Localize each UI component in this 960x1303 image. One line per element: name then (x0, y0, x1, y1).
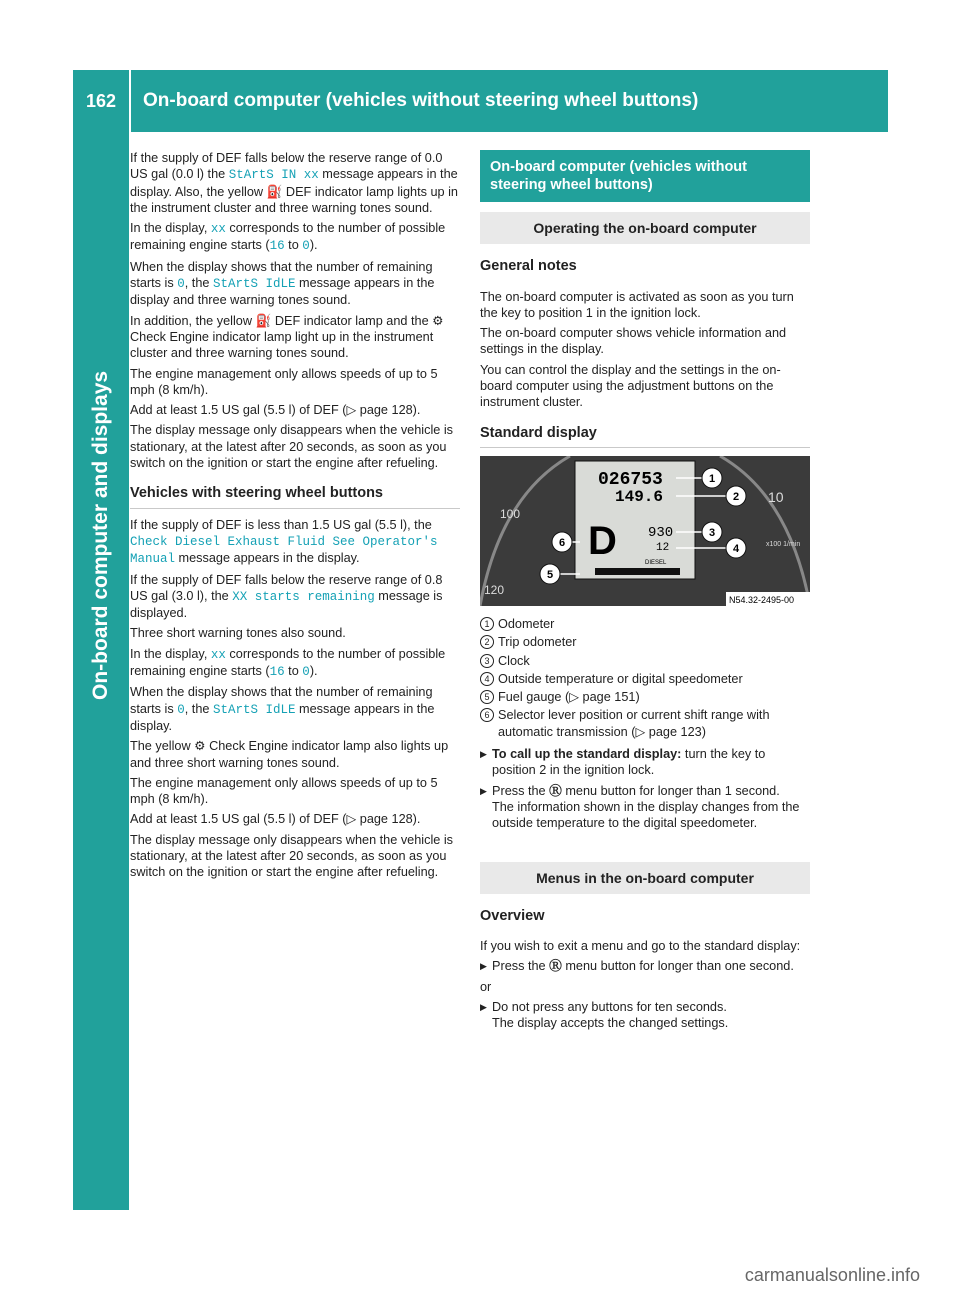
paragraph: The display message only disappears when the vehicle is stationary, at the latest after 20 seconds, as soon as you switch on the ignition or start the engine after refueling. (130, 832, 454, 880)
def-warning-icon: ⛽ (255, 313, 272, 328)
paragraph: If the supply of DEF is less than 1.5 US gal (5.5 l), the Check Diesel Exhaust Fluid See Operator's Manual message appears in the display. (130, 517, 438, 567)
paragraph: If you wish to exit a menu and go to the standard display: (480, 939, 801, 954)
section-heading: Overview (480, 907, 545, 924)
trip-readout: 149.6 (615, 487, 664, 506)
paragraph: or (480, 979, 492, 994)
callout-number: 3 (708, 526, 716, 539)
instrument-cluster-figure (480, 456, 810, 606)
legend-item: 4 Outside temperature or digital speedometer (480, 671, 810, 687)
paragraph: When the display shows that the number of remaining starts is 0, the StArtS IdLE message appears in the display. (130, 685, 435, 733)
scale-label: 100 (500, 506, 521, 521)
footer-watermark: carmanualsonline.info (744, 1265, 920, 1285)
scale-label: 120 (484, 582, 505, 597)
callout-number: 2 (732, 490, 740, 503)
check-engine-icon: ⚙ (194, 739, 206, 754)
fuel-label: DIESEL (645, 559, 667, 566)
temp-readout: 12 (656, 541, 670, 554)
legend-item: 1 Odometer (480, 616, 810, 632)
instruction-step: ▶ Do not press any buttons for ten seconds. The display accepts the changed settings. (480, 999, 810, 1032)
paragraph: In the display, xx corresponds to the number of possible remaining engine starts (16 to 0). (130, 221, 446, 254)
right-column (480, 150, 810, 1036)
clock-readout: 930 (648, 524, 674, 541)
scale-label: 10 (768, 488, 784, 505)
legend-item: 5 Fuel gauge (▷ page 151) (480, 689, 810, 705)
section-heading: Standard display (480, 425, 810, 448)
callout-number: 1 (708, 472, 716, 485)
section-heading: Vehicles with steering wheel buttons (130, 485, 460, 508)
menu-button-icon: Ⓡ (549, 959, 562, 974)
page-number: 162 (85, 90, 117, 111)
gear-indicator: D (588, 518, 617, 563)
check-engine-icon: ⚙ (432, 313, 444, 328)
callout-number: 6 (558, 536, 566, 549)
paragraph: The on-board computer shows vehicle information and settings in the display. (480, 326, 787, 357)
paragraph: The engine management only allows speeds of up to 5 mph (8 km/h). (130, 775, 438, 807)
paragraph: The yellow ⚙ Check Engine indicator lamp also lights up and three short warning tones sound. (130, 739, 449, 770)
instrument-cluster-illustration (480, 456, 810, 606)
instruction-step: ▶ Press the Ⓡ menu button for longer than one second. (480, 958, 810, 974)
subsection-heading: Menus in the on-board computer (480, 862, 810, 894)
paragraph: The on-board computer is activated as soon as you turn the key to position 1 in the ignition lock. (480, 289, 794, 320)
paragraph: The engine management only allows speeds of up to 5 mph (8 km/h). (130, 366, 438, 397)
paragraph: The display message only disappears when the vehicle is stationary, at the latest after 20 seconds, as soon as you switch on the ignition or start the engine after refueling. (130, 423, 454, 471)
sidebar-section-label: On-board computer and displays (89, 370, 112, 700)
paragraph: In addition, the yellow ⛽ DEF indicator lamp and the ⚙ Check Engine indicator lamp light up in the instrument cluster and three warning tones sound. (130, 313, 444, 361)
def-warning-icon: ⛽ (266, 184, 283, 199)
instruction-step: ▶ To call up the standard display: turn the key to position 2 in the ignition lock. (480, 746, 810, 779)
page-header (73, 70, 888, 132)
paragraph: If the supply of DEF falls below the reserve range of 0.0 US gal (0.0 l) the StArtS IN xx message appears in the display. Also, the yellow ⛽ DEF indicator lamp lights up in the instrument cluster and three warning tones sound. (130, 151, 458, 215)
fuel-gauge-bar (595, 568, 680, 575)
paragraph: You can control the display and the settings in the on-board computer using the adjustment buttons on the instrument cluster. (480, 362, 781, 410)
paragraph: In the display, xx corresponds to the number of possible remaining engine starts (16 to 0). (130, 646, 446, 680)
paragraph: Add at least 1.5 US gal (5.5 l) of DEF (▷ page 128). (130, 812, 421, 827)
legend-item: 2 Trip odometer (480, 634, 810, 650)
paragraph: Three short warning tones also sound. (130, 626, 346, 641)
paragraph: Add at least 1.5 US gal (5.5 l) of DEF (▷ page 128). (130, 403, 421, 418)
figure-legend (480, 616, 810, 740)
callout-number: 4 (732, 542, 740, 555)
subsection-heading: Operating the on-board computer (480, 212, 810, 244)
paragraph: When the display shows that the number of remaining starts is 0, the StArtS IdLE message appears in the display and three warning tones sound. (130, 259, 435, 308)
rpm-label: x100 1/min (766, 540, 801, 548)
odometer-readout: 026753 (598, 469, 663, 490)
legend-item: 6 Selector lever position or current shift range with automatic transmission (▷ page 123) (480, 707, 810, 740)
left-column (130, 150, 460, 885)
page-title: On-board computer (vehicles without steering wheel buttons) (143, 90, 699, 111)
paragraph: If the supply of DEF falls below the reserve range of 0.8 US gal (3.0 l), the XX starts remaining message is displayed. (130, 572, 443, 621)
section-heading: General notes (480, 258, 577, 275)
menu-button-icon: Ⓡ (549, 783, 562, 798)
instruction-step: ▶ Press the Ⓡ menu button for longer than 1 second. The information shown in the display changes from the outside temperature to the digital speedometer. (480, 783, 810, 832)
figure-reference: N54.32-2495-00 (729, 594, 795, 605)
legend-item: 3 Clock (480, 653, 810, 669)
section-banner: On-board computer (vehicles without steering wheel buttons) (480, 150, 810, 202)
callout-number: 5 (546, 568, 554, 581)
